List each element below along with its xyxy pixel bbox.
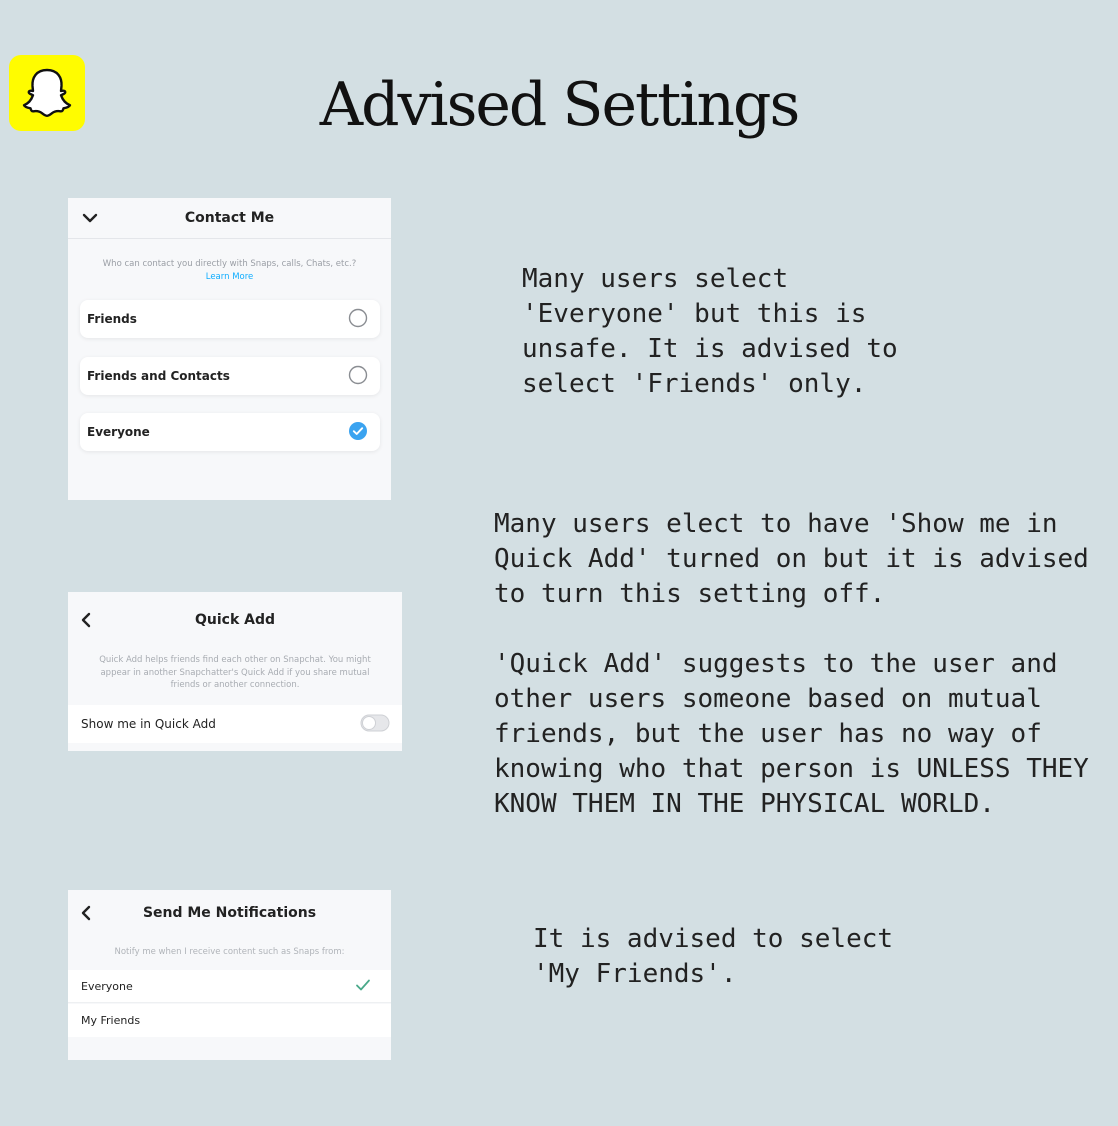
notifications-title: Send Me Notifications (142, 905, 317, 921)
notify-option-my-friends[interactable] (68, 1004, 391, 1037)
option-label: Friends (87, 312, 137, 326)
learn-more-link[interactable]: Learn More (205, 271, 254, 282)
radio-unchecked-icon[interactable] (348, 365, 368, 388)
notifications-subtitle: Notify me when I receive content such as Snaps from: (114, 947, 345, 957)
quick-add-title: Quick Add (194, 612, 276, 628)
quick-add-panel (68, 592, 402, 751)
option-label: Friends and Contacts (87, 369, 230, 383)
contact-me-header (68, 198, 391, 239)
notifications-header (68, 890, 391, 936)
option-everyone[interactable] (80, 413, 380, 451)
toggle-off-icon[interactable] (360, 713, 390, 736)
option-friends-and-contacts[interactable] (80, 357, 380, 395)
contact-note: Many users select 'Everyone' but this is unsafe. It is advised to select 'Friends' only. (522, 264, 898, 399)
option-label: My Friends (81, 1014, 141, 1027)
chevron-left-icon[interactable] (80, 890, 92, 936)
chevron-down-icon[interactable] (82, 198, 98, 238)
notify-option-everyone[interactable] (68, 970, 391, 1003)
option-label: Everyone (81, 979, 133, 993)
contact-me-panel (68, 198, 391, 500)
notifications-note: It is advised to select 'My Friends'. (533, 924, 894, 989)
option-friends[interactable] (80, 300, 380, 338)
quick-add-note: Many users elect to have 'Show me in Quick Add' turned on but it is advised to turn this setting off. 'Quick Add' suggests to the user and other users someone based on mutual friends, but the user has no way of knowing who that person is UNLESS THEY KNOW THEM IN THE PHYSICAL WORLD. (494, 509, 1089, 819)
chevron-left-icon[interactable] (80, 592, 92, 648)
toggle-label: Show me in Quick Add (81, 717, 216, 731)
notifications-panel (68, 890, 391, 1060)
radio-unchecked-icon[interactable] (348, 308, 368, 331)
contact-me-title: Contact Me (184, 210, 275, 226)
quick-add-header (68, 592, 402, 648)
show-me-in-quick-add-row[interactable] (68, 705, 402, 743)
checkmark-icon (355, 978, 371, 995)
contact-me-subtitle: Who can contact you directly with Snaps, calls, Chats, etc.? Learn More (68, 258, 391, 283)
radio-checked-icon[interactable] (348, 421, 368, 444)
option-label: Everyone (87, 425, 150, 439)
quick-add-description: Quick Add helps friends find each other on Snapchat. You might appear in another Snapchatter's Quick Add if you share mutual friends or another connection. (99, 655, 371, 690)
page-title: Advised Settings (319, 70, 799, 140)
